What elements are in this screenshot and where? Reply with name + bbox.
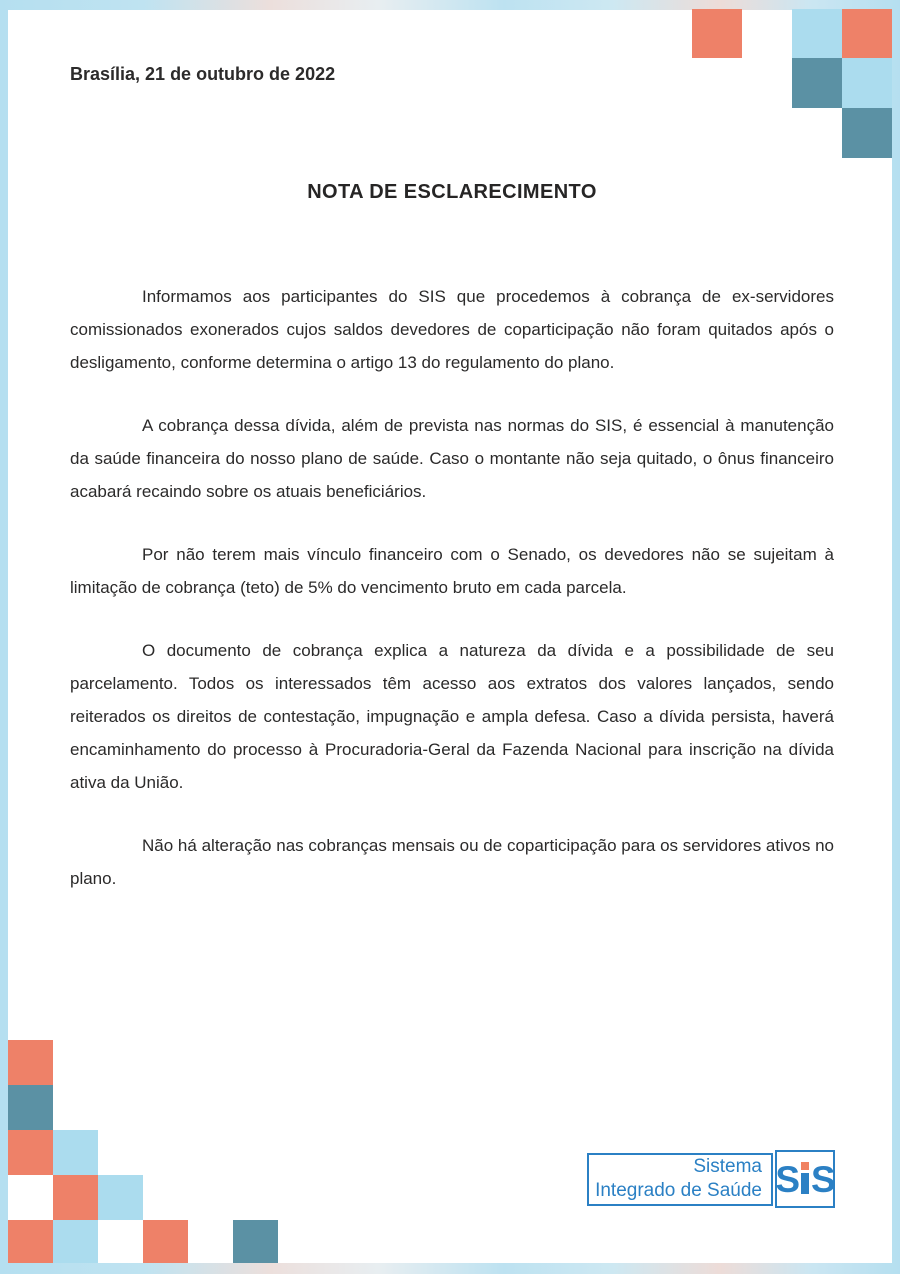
document-page bbox=[8, 10, 892, 1263]
page-title: NOTA DE ESCLARECIMENTO bbox=[307, 181, 597, 203]
date-line: Brasília, 21 de outubro de 2022 bbox=[70, 64, 336, 84]
sis-letter-i bbox=[801, 1162, 809, 1194]
paragraph: Por não terem mais vínculo financeiro com o Senado, os devedores não se sujeitam à limitação de cobrança (teto) de 5% do vencimento bruto em cada parcela. bbox=[70, 545, 834, 597]
sis-letter-s1: S bbox=[775, 1158, 799, 1200]
paragraph: Informamos aos participantes do SIS que procedemos à cobrança de ex-servidores comissionados exonerados cujos saldos devedores de coparticipação não foram quitados após o desligamento, conforme determina o artigo 13 do regulamento do plano. bbox=[70, 287, 834, 372]
sis-letter-s2: S bbox=[811, 1158, 835, 1200]
sis-logo-name-box bbox=[587, 1153, 773, 1206]
sis-logo-name-line1: Sistema bbox=[693, 1156, 762, 1177]
sis-logo-name-line2: Integrado de Saúde bbox=[595, 1180, 762, 1201]
sis-logo bbox=[587, 1150, 835, 1208]
body-paragraphs bbox=[70, 280, 834, 895]
sis-i-dot-icon bbox=[801, 1162, 809, 1170]
paragraph: A cobrança dessa dívida, além de prevista nas normas do SIS, é essencial à manutenção da saúde financeira do nosso plano de saúde. Caso o montante não seja quitado, o ônus financeiro acabará recaindo sobre os atuais beneficiários. bbox=[70, 416, 834, 501]
paragraph: O documento de cobrança explica a natureza da dívida e a possibilidade de seu parcelamento. Todos os interessados têm acesso aos extratos dos valores lançados, sendo reiterados os direitos de contestação, impugnação e ampla defesa. Caso a dívida persista, haverá encaminhamento do processo à Procuradoria-Geral da Fazenda Nacional para inscrição na dívida ativa da União. bbox=[70, 641, 834, 792]
sis-acronym bbox=[775, 1158, 835, 1200]
paragraph: Não há alteração nas cobranças mensais ou de coparticipação para os servidores ativos no plano. bbox=[70, 836, 834, 888]
sis-logo-acronym-box bbox=[775, 1150, 835, 1208]
sis-i-stem bbox=[801, 1173, 809, 1194]
document-content bbox=[8, 64, 892, 895]
